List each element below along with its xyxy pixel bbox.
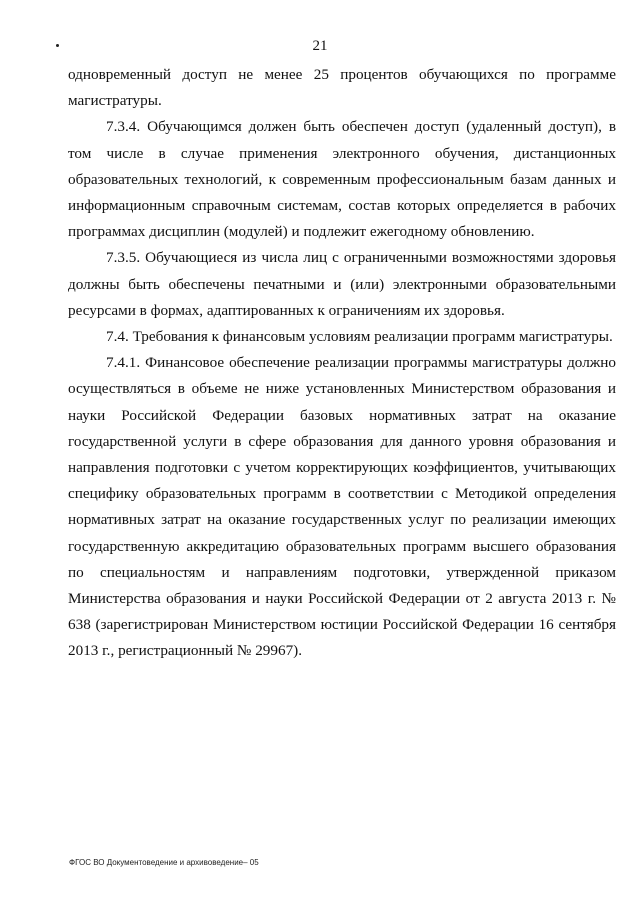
paragraph-continuation: одновременный доступ не менее 25 процентов обучающихся по программе магистратуры. xyxy=(68,66,616,110)
paragraph-7-3-4: 7.3.4. Обучающимся должен быть обеспечен доступ (удаленный доступ), в том числе в случае применения электронного обучения, дистанционных образовательных технологий, к современным профессиональным базам данных и информационным справочным системам, состав которых определяется в рабочих программах дисциплин (модулей) и подлежит ежегодному обновлению. xyxy=(68,118,616,241)
paragraph-7-4-1: 7.4.1. Финансовое обеспечение реализации программы магистратуры должно осуществляться в объеме не ниже установленных Министерством образования и науки Российской Федерации базовых нормативных затрат на оказание государственной услуги в сфере образования для данного уровня образования и направления подготовки с учетом корректирующих коэффициентов, учитывающих специфику образовательных программ в соответствии с Методикой определения нормативных затрат на оказание государственных услуг по реализации имеющих государственную аккредитацию образовательных программ высшего образования по специальностям и направлениям подготовки, утвержденной приказом Министерства образования и науки Российской Федерации от 2 августа 2013 г. № 638 (зарегистрирован Министерством юстиции Российской Федерации 16 сентября 2013 г., регистрационный № 29967). xyxy=(68,354,616,660)
paragraph-7-4: 7.4. Требования к финансовым условиям реализации программ магистратуры. xyxy=(106,328,613,346)
page-footer: ФГОС ВО Документоведение и архивоведение– 05 xyxy=(69,858,259,867)
page-body xyxy=(68,62,616,665)
paragraph-7-3-5: 7.3.5. Обучающиеся из числа лиц с ограниченными возможностями здоровья должны быть обеспечены печатными и (или) электронными образовательными ресурсами в формах, адаптированных к ограничениям их здоровья. xyxy=(68,249,616,319)
page-number: 21 xyxy=(312,38,328,54)
